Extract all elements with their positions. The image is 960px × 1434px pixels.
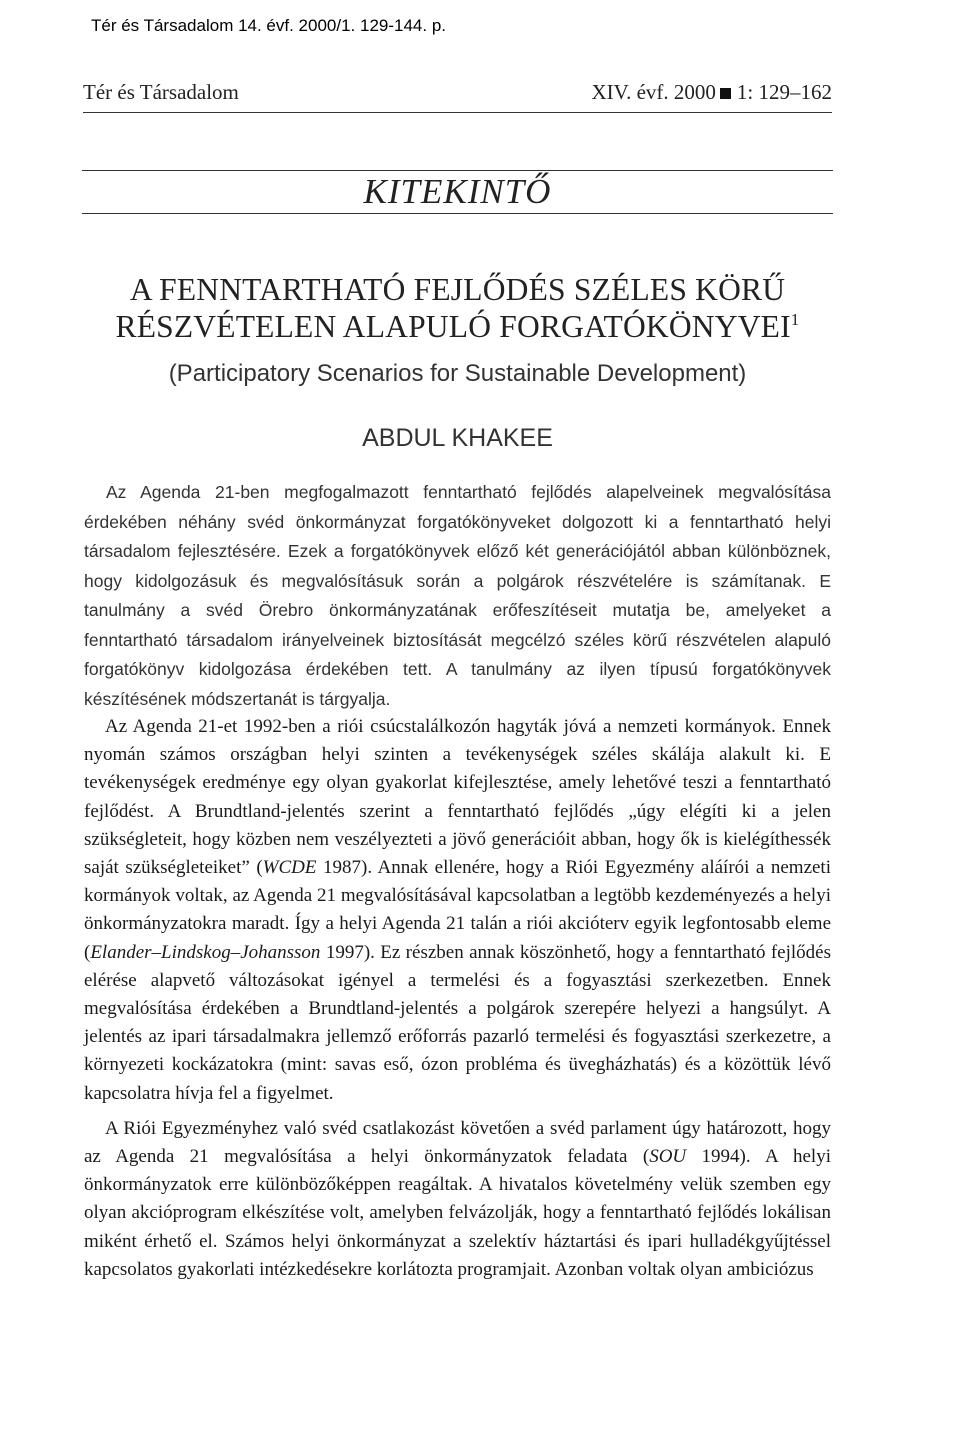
article-title <box>82 271 833 345</box>
section-label: KITEKINTŐ <box>363 171 552 211</box>
issue-year: XIV. évf. 2000 <box>591 80 716 104</box>
journal-issue <box>591 80 832 105</box>
title-line-2: RÉSZVÉTELEN ALAPULÓ FORGATÓKÖNYVEI$^1$ <box>115 309 800 344</box>
author-name: ABDUL KHAKEE <box>362 424 553 452</box>
running-head <box>83 80 832 113</box>
citation-line: Tér és Társadalom 14. évf. 2000/1. 129-144. p. <box>91 16 447 35</box>
citation-sou: SOU <box>649 1146 687 1168</box>
footnote-mark: 1 <box>790 310 800 329</box>
title-line-1: A FENNTARTHATÓ FEJLŐDÉS SZÉLES KÖRŰ <box>129 272 786 307</box>
body-paragraph-2: A Riói Egyezményhez való svéd csatlakozást követően a svéd parlament úgy határozott, hogy az Agenda 21 megvalósítása a helyi önkormányzatok feladata (SOU 1994). A helyi önkormányzatok erre különbözőképpen reagáltak. A hivatalos követelmény velük szemben egy olyan akcióprogram elkészítése volt, amelyben felvázolják, hogy a fenntartható fejlődés lokálisan miként érhető el. Számos helyi önkormányzat a szelektív háztartási és ipari hulladékgyűjtéssel kapcsolatos gyakorlati intézkedésekre korlátozta programjait. Azonban voltak olyan ambiciózus <box>84 1117 831 1280</box>
citation-elander: Elander–Lindskog–Johansson <box>90 941 321 963</box>
body-paragraph-1: Az Agenda 21-et 1992-ben a riói csúcstalálkozón hagyták jóvá a nemzeti kormányok. Ennek nyomán számos országban helyi szinten a tevékenységek széles skálája alakult ki. E tevékenységek eredménye egy olyan gyakorlat kifejlesztése, amely lehetővé teszi a fenntartható fejlődést. A Brundtland-jelentés szerint a fenntartható fejlődés „úgy elégíti ki a jelen szükségleteit, hogy közben nem veszélyezteti a jövő generációit abban, hogy ők is kielégíthessék saját szükségleteiket” (WCDE 1987). Annak ellenére, hogy a Riói Egyezmény aláírói a nemzeti kormányok voltak, az Agenda 21 megvalósításával kapcsolatban a legtöbb kezdeményezés a helyi önkormányzatokra maradt. Így a helyi Agenda 21 talán a riói akcióterv egyik legfontosabb eleme (Elander–Lindskog–Johansson 1997). Ez részben annak köszönhető, hogy a fenntartható fejlődés elérése alapvető változásokat igényel a termelési és a fogyasztási szerkezetben. Ennek megvalósítása érdekében a Brundtland-jelentés a polgárok szerepére helyezi a hangsúlyt. A jelentés az ipari társadalmakra jellemző erőforrás pazarló termelési és fogyasztási szerkezetre, a környezeti kockázatokra (mint: savas eső, ózon probléma és üvegházhatás) és a közöttük lévő kapcsolatra hívja fel a figyelmet. <box>84 716 831 1104</box>
citation-wcde: WCDE <box>262 857 317 879</box>
section-rule-bottom <box>82 213 833 214</box>
issue-pages: 1: 129–162 <box>736 80 832 104</box>
journal-name: Tér és Társadalom <box>83 80 239 104</box>
abstract: Az Agenda 21-ben megfogalmazott fenntartható fejlődés alapelveinek megvalósítása érdekében néhány svéd önkormányzat forgatókönyveket dolgozott ki a fenntartható helyi társadalom fejlesztésére. Ezek a forgatókönyvek előző két generációjától abban különböznek, hogy kidolgozásuk és megvalósításuk során a polgárok részvételére is számítanak. E tanulmány a svéd Örebro önkormányzatának erőfeszítéseit mutatja be, amelyeket a fenntartható társadalom irányelveinek biztosítását megcélzó széles körű részvételen alapuló forgatókönyv kidolgozása érdekében tett. A tanulmány az ilyen típusú forgatókönyvek készítésének módszertanát is tárgyalja. <box>84 482 831 709</box>
square-bullet-icon <box>720 88 731 99</box>
article-body <box>84 713 831 1291</box>
article-subtitle: (Participatory Scenarios for Sustainable Development) <box>168 360 747 387</box>
